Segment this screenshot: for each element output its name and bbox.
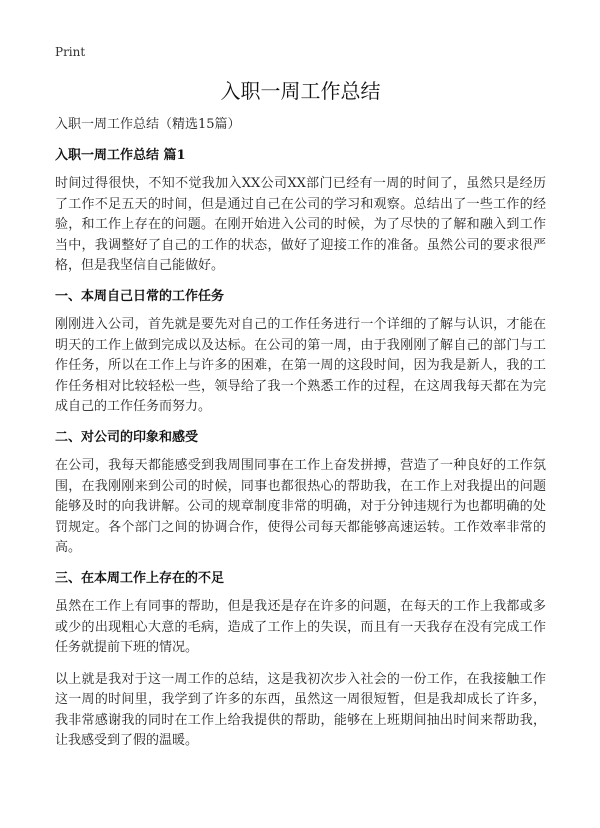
- section-2: [55, 429, 546, 559]
- section-heading: 三、在本周工作上存在的不足: [55, 570, 225, 586]
- article-heading: 入职一周工作总结 篇1: [55, 148, 186, 163]
- section-heading: 一、本周自己日常的工作任务: [55, 288, 225, 304]
- section-paragraph: 在公司，我每天都能感受到我周围同事在工作上奋发拼搏，营造了一种良好的工作氛围，在我刚刚来到公司的时候，同事也都很热心的帮助我，在工作上对我提出的问题能够及时的向我讲解。公司的规章制度非常的明确，对于分钟违规行为也都明确的处罚规定。各个部门之间的协调合作，使得公司每天都能够高速运转。工作效率非常的高。: [55, 457, 546, 556]
- section-paragraph: 刚刚进入公司，首先就是要先对自己的工作任务进行一个详细的了解与认识，才能在明天的工作上做到完成以及达标。在公司的第一周，由于我刚刚了解自己的部门与工作任务，所以在工作上与许多的困难，在第一周的这段时间，因为我是新人，我的工作任务相对比较轻松一些，领导给了我一个熟悉工作的过程，在这周我每天都在为完成自己的工作任务而努力。: [55, 316, 546, 415]
- print-link[interactable]: Print: [55, 45, 86, 59]
- section-paragraph: 虽然在工作上有同事的帮助，但是我还是存在许多的问题，在每天的工作上我都或多或少的出现粗心大意的毛病，造成了工作上的失误，而且有一天我存在没有完成工作任务就提前下班的情况。: [55, 598, 546, 656]
- closing-paragraph: 以上就是我对于这一周工作的总结，这是我初次步入社会的一份工作，在我接触工作这一周的时间里，我学到了许多的东西，虽然这一周很短暂，但是我却成长了许多，我非常感谢我的同时在工作上给我提供的帮助，能够在上班期间抽出时间来帮助我，让我感受到了假的温暖。: [55, 671, 546, 749]
- section-1: [55, 288, 546, 418]
- document-title: 入职一周工作总结: [220, 79, 381, 103]
- intro-paragraph: 时间过得很快，不知不觉我加入XX公司XX部门已经有一周的时间了，虽然只是经历了工作不足五天的时间，但是通过自己在公司的学习和观察。总结出了一些工作的经验，和工作上存在的问题。在刚开始进入公司的时候，为了尽快的了解和融入到工作当中，我调整好了自己的工作的状态，做好了迎接工作的准备。虽然公司的要求很严格，但是我坚信自己能做好。: [55, 176, 546, 274]
- document-subtitle: 入职一周工作总结（精选15篇）: [55, 117, 241, 132]
- section-3: [55, 570, 546, 752]
- section-heading: 二、对公司的印象和感受: [55, 429, 199, 445]
